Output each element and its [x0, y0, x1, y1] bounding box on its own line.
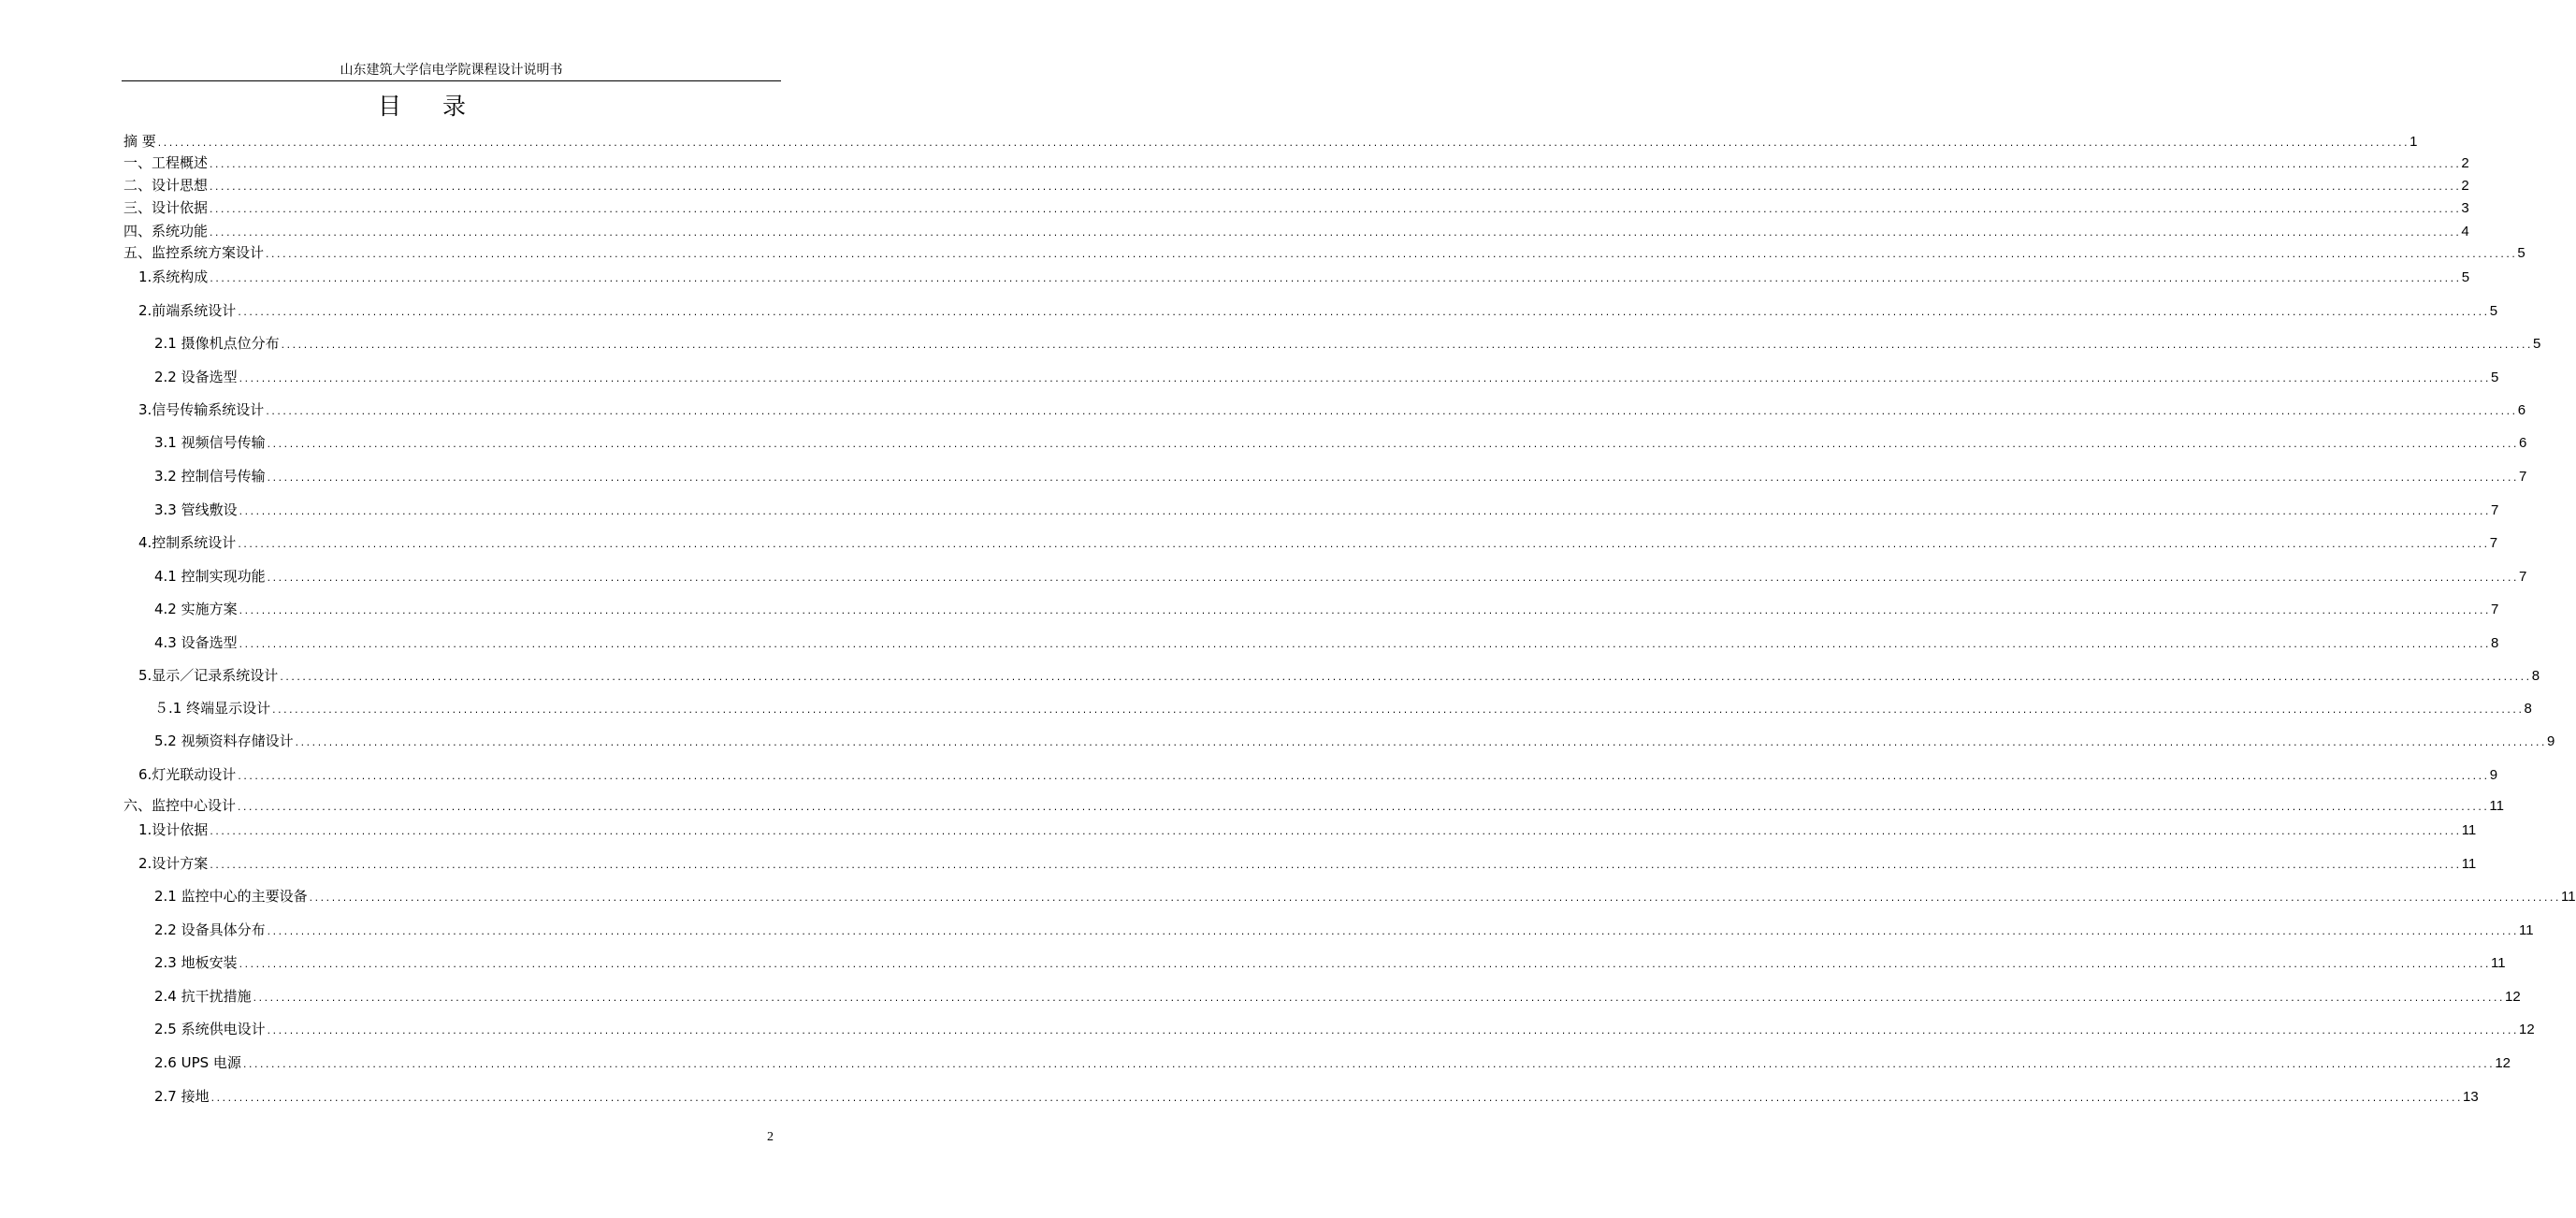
toc-entry[interactable]	[138, 666, 2540, 688]
toc-leader-dots: ................................................................................................................................................................................................................................................................................................................................................................................................................	[237, 541, 2489, 550]
toc-entry-label: 3.1 视频信号传输	[154, 434, 266, 451]
toc-entry-label: 1.系统构成	[138, 268, 209, 285]
toc-leader-dots: ................................................................................................................................................................................................................................................................................................................................................................................................................	[209, 828, 2461, 837]
toc-entry-label: 六、监控中心设计	[123, 797, 237, 814]
toc-entry-page: 5	[2533, 336, 2541, 352]
toc-entry-page: 12	[2505, 989, 2521, 1005]
toc-entry-label: 4.控制系统设计	[138, 534, 237, 551]
toc-entry[interactable]	[154, 633, 2499, 655]
toc-leader-dots: ................................................................................................................................................................................................................................................................................................................................................................................................................	[266, 928, 2519, 937]
toc-entry-page: 2	[2461, 178, 2469, 194]
toc-leader-dots: ................................................................................................................................................................................................................................................................................................................................................................................................................	[271, 706, 2524, 716]
toc-leader-dots: ................................................................................................................................................................................................................................................................................................................................................................................................................	[266, 441, 2519, 450]
toc-entry-label: 2.前端系统设计	[138, 302, 237, 319]
toc-leader-dots: ................................................................................................................................................................................................................................................................................................................................................................................................................	[209, 229, 2461, 239]
toc-entry-label: 5.显示／记录系统设计	[138, 667, 279, 684]
toc-entry-label: 4.3 设备选型	[154, 634, 238, 651]
toc-entry[interactable]	[154, 600, 2499, 621]
toc-entry-label: 四、系统功能	[123, 223, 209, 239]
toc-entry-page: 5	[2489, 303, 2498, 319]
toc-entry-page: 7	[2491, 502, 2499, 518]
toc-entry-page: 11	[2491, 955, 2506, 971]
toc-leader-dots: ................................................................................................................................................................................................................................................................................................................................................................................................................	[279, 674, 2531, 683]
toc-leader-dots: ................................................................................................................................................................................................................................................................................................................................................................................................................	[294, 739, 2547, 748]
toc-entry-page: 11	[2489, 798, 2504, 814]
toc-entry[interactable]	[154, 1087, 2479, 1109]
toc-entry-label: 6.灯光联动设计	[138, 766, 237, 783]
toc-entry[interactable]	[123, 132, 2418, 153]
toc-leader-dots: ................................................................................................................................................................................................................................................................................................................................................................................................................	[265, 408, 2517, 417]
toc-entry-label: 2.4 抗干扰措施	[154, 988, 252, 1005]
toc-entry-page: 11	[2461, 856, 2477, 872]
toc-leader-dots: ................................................................................................................................................................................................................................................................................................................................................................................................................	[252, 994, 2505, 1004]
toc-leader-dots: ................................................................................................................................................................................................................................................................................................................................................................................................................	[237, 309, 2489, 318]
toc-entry-page: 13	[2463, 1089, 2479, 1105]
toc-entry-label: 二、设计思想	[123, 177, 209, 194]
toc-entry-label: 2.7 接地	[154, 1088, 210, 1105]
toc-entry[interactable]	[154, 1053, 2511, 1075]
toc-entry[interactable]	[154, 699, 2532, 720]
toc-entry[interactable]	[123, 796, 2504, 818]
toc-entry[interactable]	[138, 765, 2498, 787]
toc-entry-label: 3.信号传输系统设计	[138, 401, 265, 418]
toc-entry-page: 11	[2561, 889, 2576, 905]
toc-entry-label: 2.1 监控中心的主要设备	[154, 888, 308, 905]
toc-entry-label: 2.2 设备选型	[154, 369, 238, 385]
toc-leader-dots: ................................................................................................................................................................................................................................................................................................................................................................................................................	[280, 341, 2533, 351]
toc-entry-page: 1	[2410, 134, 2418, 150]
toc-title: 目 录	[378, 93, 483, 120]
toc-entry-label: ５.1 终端显示设计	[154, 700, 271, 717]
toc-entry-label: 三、设计依据	[123, 199, 209, 216]
toc-leader-dots: ................................................................................................................................................................................................................................................................................................................................................................................................................	[266, 1027, 2519, 1037]
toc-entry-label: 一、工程概述	[123, 154, 209, 171]
toc-leader-dots: ................................................................................................................................................................................................................................................................................................................................................................................................................	[237, 773, 2489, 782]
toc-entry[interactable]	[154, 334, 2541, 355]
toc-entry[interactable]	[123, 198, 2469, 220]
toc-entry-label: 2.5 系统供电设计	[154, 1021, 266, 1037]
toc-entry-page: 8	[2531, 668, 2540, 684]
toc-leader-dots: ................................................................................................................................................................................................................................................................................................................................................................................................................	[237, 804, 2489, 813]
toc-leader-dots: ................................................................................................................................................................................................................................................................................................................................................................................................................	[238, 607, 2491, 616]
toc-entry-page: 7	[2519, 469, 2527, 485]
toc-entry-label: 摘 要	[123, 133, 156, 150]
toc-leader-dots: ................................................................................................................................................................................................................................................................................................................................................................................................................	[238, 641, 2491, 650]
toc-entry-label: 2.6 UPS 电源	[154, 1054, 241, 1071]
toc-entry-page: 12	[2495, 1055, 2511, 1071]
toc-leader-dots: ................................................................................................................................................................................................................................................................................................................................................................................................................	[209, 206, 2461, 215]
toc-leader-dots: ................................................................................................................................................................................................................................................................................................................................................................................................................	[209, 183, 2461, 193]
toc-entry[interactable]	[138, 301, 2498, 323]
toc-entry-label: 五、监控系统方案设计	[123, 244, 265, 261]
toc-entry-label: 3.2 控制信号传输	[154, 468, 266, 485]
toc-entry-page: 11	[2519, 922, 2534, 938]
toc-entry-page: 5	[2461, 269, 2470, 285]
toc-leader-dots: ................................................................................................................................................................................................................................................................................................................................................................................................................	[238, 961, 2491, 970]
toc-leader-dots: ................................................................................................................................................................................................................................................................................................................................................................................................................	[308, 894, 2561, 904]
toc-entry-page: 5	[2517, 245, 2525, 261]
toc-entry[interactable]	[154, 567, 2527, 588]
toc-entry[interactable]	[154, 921, 2534, 942]
toc-entry-page: 9	[2489, 767, 2498, 783]
toc-leader-dots: ................................................................................................................................................................................................................................................................................................................................................................................................................	[238, 508, 2491, 517]
toc-entry-label: 2.2 设备具体分布	[154, 921, 266, 938]
toc-entry[interactable]	[123, 243, 2525, 265]
toc-leader-dots: ................................................................................................................................................................................................................................................................................................................................................................................................................	[238, 375, 2491, 384]
toc-leader-dots: ................................................................................................................................................................................................................................................................................................................................................................................................................	[156, 139, 2410, 149]
toc-entry[interactable]	[154, 732, 2555, 753]
toc-leader-dots: ................................................................................................................................................................................................................................................................................................................................................................................................................	[209, 862, 2461, 871]
toc-entry-label: 4.1 控制实现功能	[154, 568, 266, 585]
toc-entry-label: 2.3 地板安装	[154, 954, 238, 971]
toc-entry[interactable]	[138, 533, 2498, 555]
toc-entry[interactable]	[154, 1020, 2535, 1041]
toc-entry[interactable]	[123, 153, 2469, 175]
toc-entry-label: 2.设计方案	[138, 855, 209, 872]
toc-entry[interactable]	[154, 887, 2576, 908]
toc-entry-label: 5.2 视频资料存储设计	[154, 732, 294, 749]
toc-entry-label: 2.1 摄像机点位分布	[154, 335, 280, 352]
toc-entry-label: 4.2 实施方案	[154, 601, 238, 617]
toc-entry[interactable]	[154, 467, 2527, 488]
toc-leader-dots: ................................................................................................................................................................................................................................................................................................................................................................................................................	[210, 1095, 2463, 1104]
toc-entry-page: 3	[2461, 200, 2469, 216]
toc-entry-label: 3.3 管线敷设	[154, 501, 238, 518]
toc-leader-dots: ................................................................................................................................................................................................................................................................................................................................................................................................................	[209, 161, 2461, 170]
toc-entry-page: 5	[2491, 370, 2499, 385]
toc-leader-dots: ................................................................................................................................................................................................................................................................................................................................................................................................................	[266, 574, 2519, 584]
toc-entry-page: 7	[2491, 602, 2499, 617]
toc-entry-page: 6	[2517, 402, 2526, 418]
toc-entry-page: 11	[2461, 822, 2477, 838]
toc-entry[interactable]	[123, 222, 2469, 243]
toc-entry-page: 7	[2489, 535, 2498, 551]
toc-entry-page: 12	[2519, 1022, 2535, 1037]
toc-entry-page: 9	[2547, 733, 2555, 749]
toc-entry-page: 4	[2461, 224, 2469, 239]
toc-leader-dots: ................................................................................................................................................................................................................................................................................................................................................................................................................	[209, 275, 2461, 284]
toc-entry[interactable]	[154, 500, 2499, 522]
toc-entry-label: 1.设计依据	[138, 821, 209, 838]
toc-entry-page: 2	[2461, 155, 2469, 171]
toc-entry[interactable]	[154, 987, 2521, 1008]
toc-leader-dots: ................................................................................................................................................................................................................................................................................................................................................................................................................	[241, 1061, 2495, 1070]
toc-entry[interactable]	[154, 953, 2506, 975]
toc-entry-page: 7	[2519, 569, 2527, 585]
page-header: 山东建筑大学信电学院课程设计说明书	[122, 60, 781, 81]
toc-entry[interactable]	[138, 820, 2477, 842]
toc-entry[interactable]	[138, 268, 2470, 289]
toc-leader-dots: ................................................................................................................................................................................................................................................................................................................................................................................................................	[266, 474, 2519, 484]
page-number: 2	[767, 1130, 774, 1144]
toc-leader-dots: ................................................................................................................................................................................................................................................................................................................................................................................................................	[265, 251, 2517, 260]
toc-entry[interactable]	[138, 400, 2526, 422]
toc-entry[interactable]	[154, 433, 2527, 455]
toc-entry-page: 6	[2519, 435, 2527, 451]
toc-entry-page: 8	[2524, 701, 2532, 717]
toc-entry-page: 8	[2491, 635, 2499, 651]
toc-entry[interactable]	[123, 176, 2469, 197]
toc-entry[interactable]	[138, 854, 2477, 876]
toc-entry[interactable]	[154, 368, 2499, 389]
